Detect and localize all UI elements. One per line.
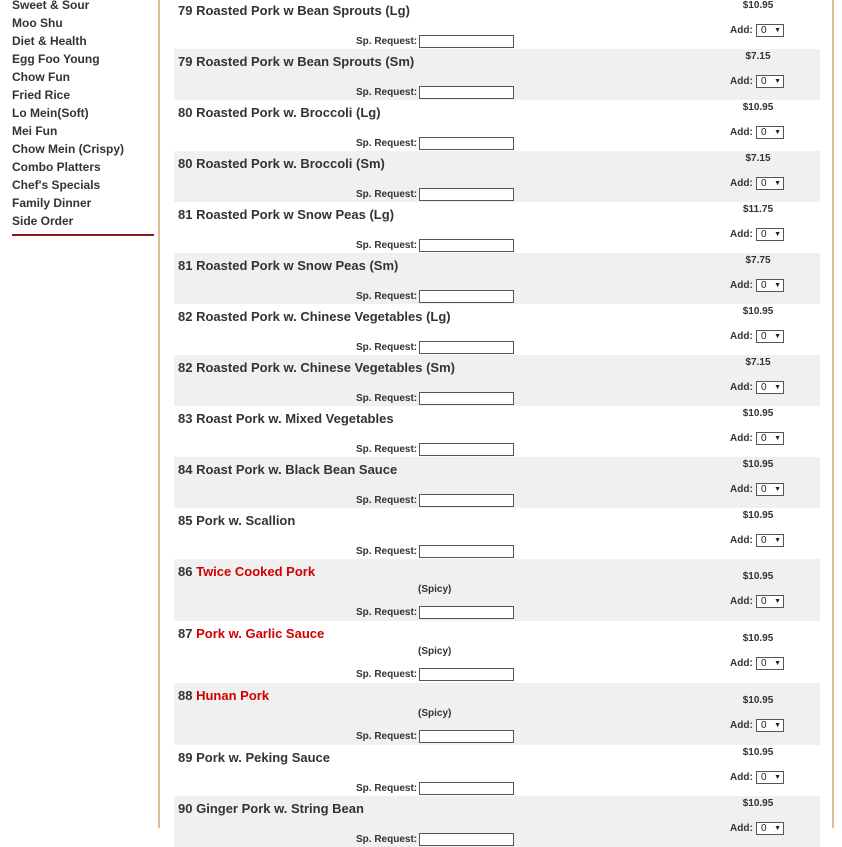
- add-quantity-label: Add:: [730, 772, 753, 783]
- menu-item-list: [174, 0, 820, 847]
- quantity-select[interactable]: [756, 822, 784, 835]
- sidebar-item-egg-foo-young[interactable]: Egg Foo Young: [12, 52, 100, 66]
- sidebar-item-combo-platters[interactable]: Combo Platters: [12, 160, 101, 174]
- special-request-label: Sp. Request:: [356, 834, 418, 845]
- quantity-value: 0: [761, 229, 767, 240]
- menu-item-row: [174, 100, 820, 151]
- quantity-select[interactable]: [756, 719, 784, 732]
- item-price: $10.95: [742, 747, 774, 758]
- quantity-select[interactable]: [756, 330, 784, 343]
- chevron-down-icon: ▼: [774, 598, 781, 605]
- menu-item-number: 82: [178, 309, 193, 324]
- special-request-label: Sp. Request:: [356, 669, 418, 680]
- chevron-down-icon: ▼: [774, 231, 781, 238]
- item-price: $10.95: [742, 459, 774, 470]
- quantity-value: 0: [761, 658, 767, 669]
- chevron-down-icon: ▼: [774, 282, 781, 289]
- menu-item-name: [178, 411, 394, 426]
- spicy-note: (Spicy): [418, 708, 452, 719]
- special-request-input[interactable]: [419, 730, 514, 743]
- item-price: $10.95: [742, 306, 774, 317]
- menu-item-title: Ginger Pork w. String Bean: [196, 801, 364, 816]
- add-quantity-label: Add:: [730, 280, 753, 291]
- special-request-input[interactable]: [419, 833, 514, 846]
- menu-item-name: [178, 688, 269, 703]
- special-request-input[interactable]: [419, 188, 514, 201]
- chevron-down-icon: ▼: [774, 486, 781, 493]
- special-request-input[interactable]: [419, 35, 514, 48]
- quantity-select[interactable]: [756, 75, 784, 88]
- item-price: $10.95: [742, 0, 774, 11]
- add-quantity-label: Add:: [730, 823, 753, 834]
- quantity-value: 0: [761, 25, 767, 36]
- menu-item-number: 84: [178, 462, 193, 477]
- chevron-down-icon: ▼: [774, 384, 781, 391]
- menu-item-number: 88: [178, 688, 193, 703]
- chevron-down-icon: ▼: [774, 78, 781, 85]
- quantity-value: 0: [761, 772, 767, 783]
- special-request-label: Sp. Request:: [356, 444, 418, 455]
- special-request-label: Sp. Request:: [356, 731, 418, 742]
- item-price: $10.95: [742, 571, 774, 582]
- menu-item-number: 80: [178, 105, 193, 120]
- quantity-select[interactable]: [756, 126, 784, 139]
- menu-item-number: 89: [178, 750, 193, 765]
- menu-item-row: [174, 304, 820, 355]
- special-request-input[interactable]: [419, 392, 514, 405]
- sidebar-item-chef-s-specials[interactable]: Chef's Specials: [12, 178, 101, 192]
- menu-item-title: Roasted Pork w Snow Peas (Lg): [196, 207, 395, 222]
- menu-item-name: [178, 156, 385, 171]
- menu-item-row: [174, 559, 820, 621]
- chevron-down-icon: ▼: [774, 333, 781, 340]
- add-quantity-label: Add:: [730, 382, 753, 393]
- menu-item-row: [174, 151, 820, 202]
- menu-item-name: [178, 513, 295, 528]
- special-request-input[interactable]: [419, 606, 514, 619]
- add-quantity-label: Add:: [730, 596, 753, 607]
- quantity-value: 0: [761, 331, 767, 342]
- menu-item-name: [178, 801, 364, 816]
- special-request-label: Sp. Request:: [356, 546, 418, 557]
- sidebar-item-family-dinner[interactable]: Family Dinner: [12, 196, 92, 210]
- quantity-select[interactable]: [756, 595, 784, 608]
- menu-item-title: Twice Cooked Pork: [196, 564, 316, 579]
- quantity-select[interactable]: [756, 24, 784, 37]
- quantity-select[interactable]: [756, 657, 784, 670]
- sidebar-item-lo-mein-soft[interactable]: Lo Mein(Soft): [12, 106, 89, 120]
- special-request-label: Sp. Request:: [356, 189, 418, 200]
- special-request-label: Sp. Request:: [356, 607, 418, 618]
- item-price: $7.15: [745, 153, 771, 164]
- menu-panel: [158, 0, 834, 845]
- menu-item-number: 83: [178, 411, 193, 426]
- menu-item-row: [174, 253, 820, 304]
- add-quantity-label: Add:: [730, 484, 753, 495]
- quantity-select[interactable]: [756, 483, 784, 496]
- menu-item-title: Pork w. Peking Sauce: [196, 750, 330, 765]
- special-request-input[interactable]: [419, 137, 514, 150]
- item-price: $10.95: [742, 102, 774, 113]
- add-quantity-label: Add:: [730, 178, 753, 189]
- special-request-label: Sp. Request:: [356, 342, 418, 353]
- menu-item-number: 80: [178, 156, 193, 171]
- menu-item-row: [174, 202, 820, 253]
- sidebar-item-chow-fun[interactable]: Chow Fun: [12, 70, 70, 84]
- menu-item-name: [178, 207, 394, 222]
- special-request-label: Sp. Request:: [356, 36, 418, 47]
- chevron-down-icon: ▼: [774, 774, 781, 781]
- add-quantity-label: Add:: [730, 76, 753, 87]
- menu-item-number: 86: [178, 564, 193, 579]
- add-quantity-label: Add:: [730, 229, 753, 240]
- add-quantity-label: Add:: [730, 720, 753, 731]
- quantity-value: 0: [761, 823, 767, 834]
- item-price: $10.95: [742, 798, 774, 809]
- item-price: $7.15: [745, 357, 771, 368]
- add-quantity-label: Add:: [730, 25, 753, 36]
- menu-item-row: [174, 0, 820, 49]
- item-price: $10.95: [742, 510, 774, 521]
- menu-item-name: [178, 105, 381, 120]
- quantity-value: 0: [761, 535, 767, 546]
- quantity-value: 0: [761, 76, 767, 87]
- special-request-input[interactable]: [419, 782, 514, 795]
- chevron-down-icon: ▼: [774, 27, 781, 34]
- add-quantity-label: Add:: [730, 433, 753, 444]
- quantity-value: 0: [761, 280, 767, 291]
- menu-item-title: Roasted Pork w. Chinese Vegetables (Sm): [196, 360, 455, 375]
- sidebar-item-chow-mein-crispy[interactable]: Chow Mein (Crispy): [12, 142, 125, 156]
- quantity-value: 0: [761, 433, 767, 444]
- menu-item-row: [174, 745, 820, 796]
- menu-item-name: [178, 309, 451, 324]
- quantity-value: 0: [761, 382, 767, 393]
- spicy-note: (Spicy): [418, 646, 452, 657]
- sidebar-item-diet-health[interactable]: Diet & Health: [12, 34, 87, 48]
- item-price: $11.75: [742, 204, 774, 215]
- special-request-label: Sp. Request:: [356, 495, 418, 506]
- item-price: $10.95: [742, 633, 774, 644]
- quantity-value: 0: [761, 178, 767, 189]
- menu-item-row: [174, 508, 820, 559]
- add-quantity-label: Add:: [730, 331, 753, 342]
- menu-item-title: Hunan Pork: [196, 688, 270, 703]
- menu-item-name: [178, 54, 414, 69]
- menu-item-title: Roast Pork w. Black Bean Sauce: [196, 462, 398, 477]
- menu-item-row: [174, 406, 820, 457]
- special-request-input[interactable]: [419, 494, 514, 507]
- category-sidebar: [0, 0, 158, 807]
- sidebar-item-moo-shu[interactable]: Moo Shu: [12, 16, 63, 30]
- menu-item-name: [178, 564, 315, 579]
- quantity-select[interactable]: [756, 534, 784, 547]
- quantity-select[interactable]: [756, 228, 784, 241]
- menu-item-number: 81: [178, 258, 193, 273]
- special-request-label: Sp. Request:: [356, 138, 418, 149]
- menu-item-name: [178, 462, 397, 477]
- menu-item-title: Roasted Pork w. Chinese Vegetables (Lg): [196, 309, 451, 324]
- quantity-value: 0: [761, 484, 767, 495]
- sidebar-item-sweet-sour[interactable]: Sweet & Sour: [12, 0, 90, 12]
- item-price: $7.75: [745, 255, 771, 266]
- menu-item-title: Pork w. Scallion: [196, 513, 296, 528]
- add-quantity-label: Add:: [730, 127, 753, 138]
- quantity-value: 0: [761, 596, 767, 607]
- quantity-select[interactable]: [756, 771, 784, 784]
- quantity-select[interactable]: [756, 279, 784, 292]
- menu-item-row: [174, 355, 820, 406]
- menu-item-row: [174, 457, 820, 508]
- quantity-select[interactable]: [756, 177, 784, 190]
- quantity-select[interactable]: [756, 432, 784, 445]
- item-price: $10.95: [742, 408, 774, 419]
- chevron-down-icon: ▼: [774, 180, 781, 187]
- menu-item-title: Roasted Pork w Bean Sprouts (Sm): [196, 54, 415, 69]
- item-price: $7.15: [745, 51, 771, 62]
- menu-item-number: 87: [178, 626, 193, 641]
- quantity-value: 0: [761, 720, 767, 731]
- special-request-input[interactable]: [419, 86, 514, 99]
- sidebar-divider: [12, 234, 154, 236]
- chevron-down-icon: ▼: [774, 537, 781, 544]
- menu-item-title: Pork w. Garlic Sauce: [196, 626, 325, 641]
- menu-item-row: [174, 683, 820, 745]
- menu-item-name: [178, 750, 330, 765]
- special-request-input[interactable]: [419, 545, 514, 558]
- item-price: $10.95: [742, 695, 774, 706]
- sidebar-item-mei-fun[interactable]: Mei Fun: [12, 124, 58, 138]
- menu-item-title: Roasted Pork w Bean Sprouts (Lg): [196, 3, 410, 18]
- chevron-down-icon: ▼: [774, 129, 781, 136]
- menu-item-row: [174, 621, 820, 683]
- menu-item-number: 90: [178, 801, 193, 816]
- menu-item-title: Roasted Pork w. Broccoli (Sm): [196, 156, 385, 171]
- menu-item-number: 85: [178, 513, 193, 528]
- chevron-down-icon: ▼: [774, 825, 781, 832]
- special-request-label: Sp. Request:: [356, 393, 418, 404]
- add-quantity-label: Add:: [730, 658, 753, 669]
- sidebar-item-side-order[interactable]: Side Order: [12, 214, 74, 228]
- menu-item-name: [178, 3, 410, 18]
- special-request-input[interactable]: [419, 443, 514, 456]
- special-request-input[interactable]: [419, 668, 514, 681]
- menu-item-row: [174, 796, 820, 847]
- menu-item-number: 81: [178, 207, 193, 222]
- sidebar-item-fried-rice[interactable]: Fried Rice: [12, 88, 71, 102]
- menu-item-title: Roasted Pork w. Broccoli (Lg): [196, 105, 381, 120]
- special-request-input[interactable]: [419, 341, 514, 354]
- menu-item-name: [178, 626, 324, 641]
- special-request-label: Sp. Request:: [356, 87, 418, 98]
- quantity-select[interactable]: [756, 381, 784, 394]
- menu-item-number: 79: [178, 54, 193, 69]
- spicy-note: (Spicy): [418, 584, 452, 595]
- special-request-input[interactable]: [419, 239, 514, 252]
- chevron-down-icon: ▼: [774, 660, 781, 667]
- menu-item-number: 79: [178, 3, 193, 18]
- menu-item-title: Roasted Pork w Snow Peas (Sm): [196, 258, 399, 273]
- add-quantity-label: Add:: [730, 535, 753, 546]
- special-request-label: Sp. Request:: [356, 291, 418, 302]
- menu-item-title: Roast Pork w. Mixed Vegetables: [196, 411, 394, 426]
- category-nav-list: [12, 0, 154, 230]
- special-request-label: Sp. Request:: [356, 240, 418, 251]
- quantity-value: 0: [761, 127, 767, 138]
- chevron-down-icon: ▼: [774, 435, 781, 442]
- special-request-label: Sp. Request:: [356, 783, 418, 794]
- menu-item-name: [178, 360, 455, 375]
- menu-item-row: [174, 49, 820, 100]
- menu-item-name: [178, 258, 398, 273]
- menu-item-number: 82: [178, 360, 193, 375]
- special-request-input[interactable]: [419, 290, 514, 303]
- chevron-down-icon: ▼: [774, 722, 781, 729]
